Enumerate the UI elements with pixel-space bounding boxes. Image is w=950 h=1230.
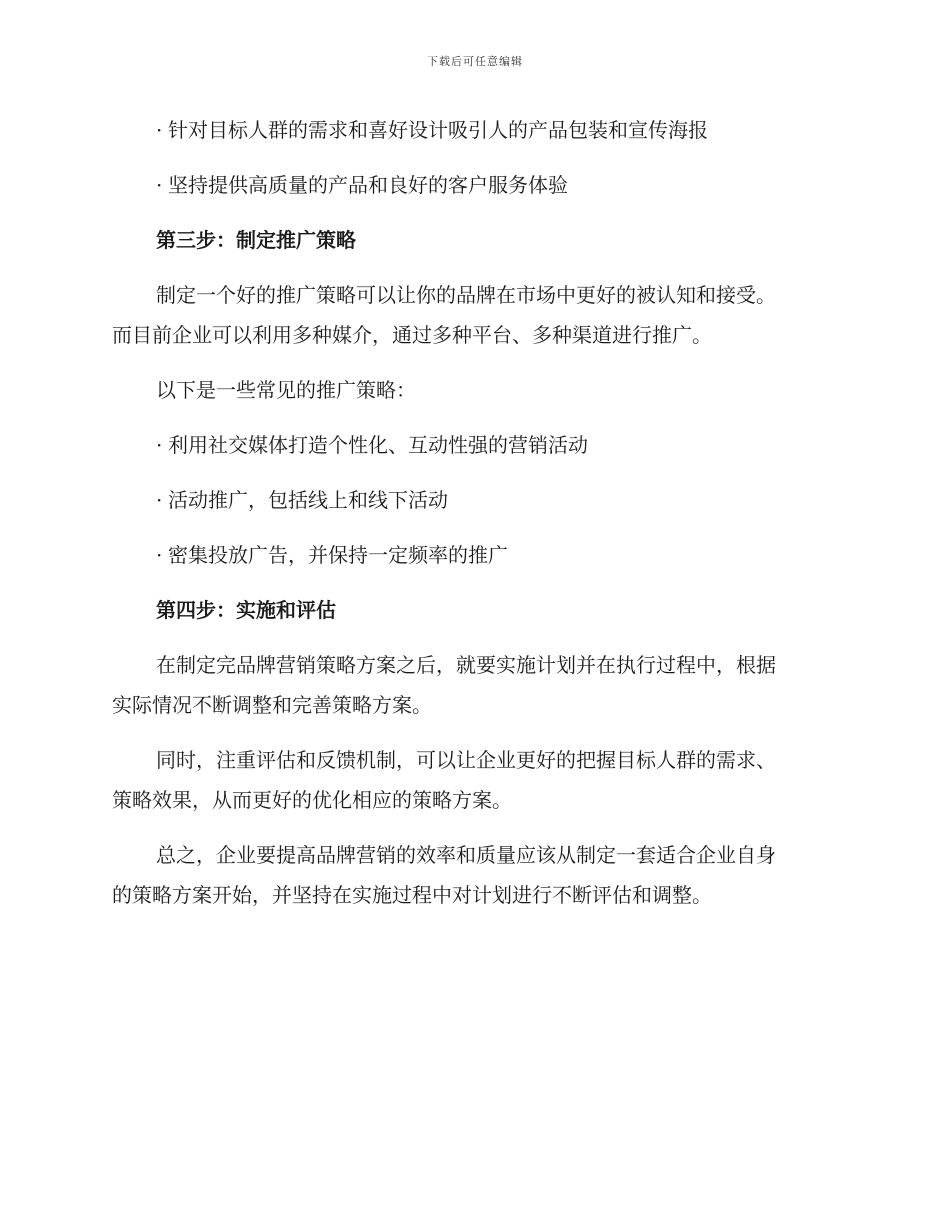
document-body	[112, 110, 832, 930]
bullet-item	[112, 480, 832, 520]
paragraph-line: 同时，注重评估和反馈机制，可以让企业更好的把握目标人群的需求、	[156, 748, 776, 772]
paragraph-line: 的策略方案开始，并坚持在实施过程中对计划进行不断评估和调整。	[112, 883, 712, 907]
bullet-text: 利用社交媒体打造个性化、互动性强的营销活动	[168, 433, 588, 457]
bullet-text: 坚持提供高质量的产品和良好的客户服务体验	[168, 173, 568, 197]
paragraph-intro: 以下是一些常见的推广策略：	[156, 378, 416, 402]
paragraph-line: 而目前企业可以利用多种媒介，通过多种平台、多种渠道进行推广。	[112, 323, 712, 347]
bullet-text: 活动推广，包括线上和线下活动	[168, 488, 448, 512]
bullet-item	[112, 535, 832, 575]
bullet-item	[112, 165, 832, 205]
bullet-text: 密集投放广告，并保持一定频率的推广	[168, 543, 508, 567]
paragraph-line: 总之，企业要提高品牌营销的效率和质量应该从制定一套适合企业自身	[156, 843, 776, 867]
paragraph-line: 在制定完品牌营销策略方案之后，就要实施计划并在执行过程中，根据	[156, 653, 776, 677]
bullet-text: 针对目标人群的需求和喜好设计吸引人的产品包装和宣传海报	[168, 118, 708, 142]
section-heading-step4: 第四步：实施和评估	[156, 598, 336, 622]
bullet-dot: ·	[156, 173, 163, 197]
paragraph-line: 制定一个好的推广策略可以让你的品牌在市场中更好的被认知和接受。	[156, 283, 776, 307]
paragraph-line: 策略效果，从而更好的优化相应的策略方案。	[112, 788, 512, 812]
bullet-dot: ·	[156, 543, 163, 567]
section-heading-step3: 第三步：制定推广策略	[156, 228, 356, 252]
header-note: 下载后可任意编辑	[427, 55, 523, 68]
paragraph	[112, 740, 832, 820]
bullet-dot: ·	[156, 118, 163, 142]
paragraph	[112, 275, 832, 355]
bullet-dot: ·	[156, 433, 163, 457]
paragraph-conclusion	[112, 835, 832, 915]
bullet-item	[112, 425, 832, 465]
paragraph-line: 实际情况不断调整和完善策略方案。	[112, 693, 432, 717]
bullet-item	[112, 110, 832, 150]
paragraph	[112, 645, 832, 725]
bullet-dot: ·	[156, 488, 163, 512]
